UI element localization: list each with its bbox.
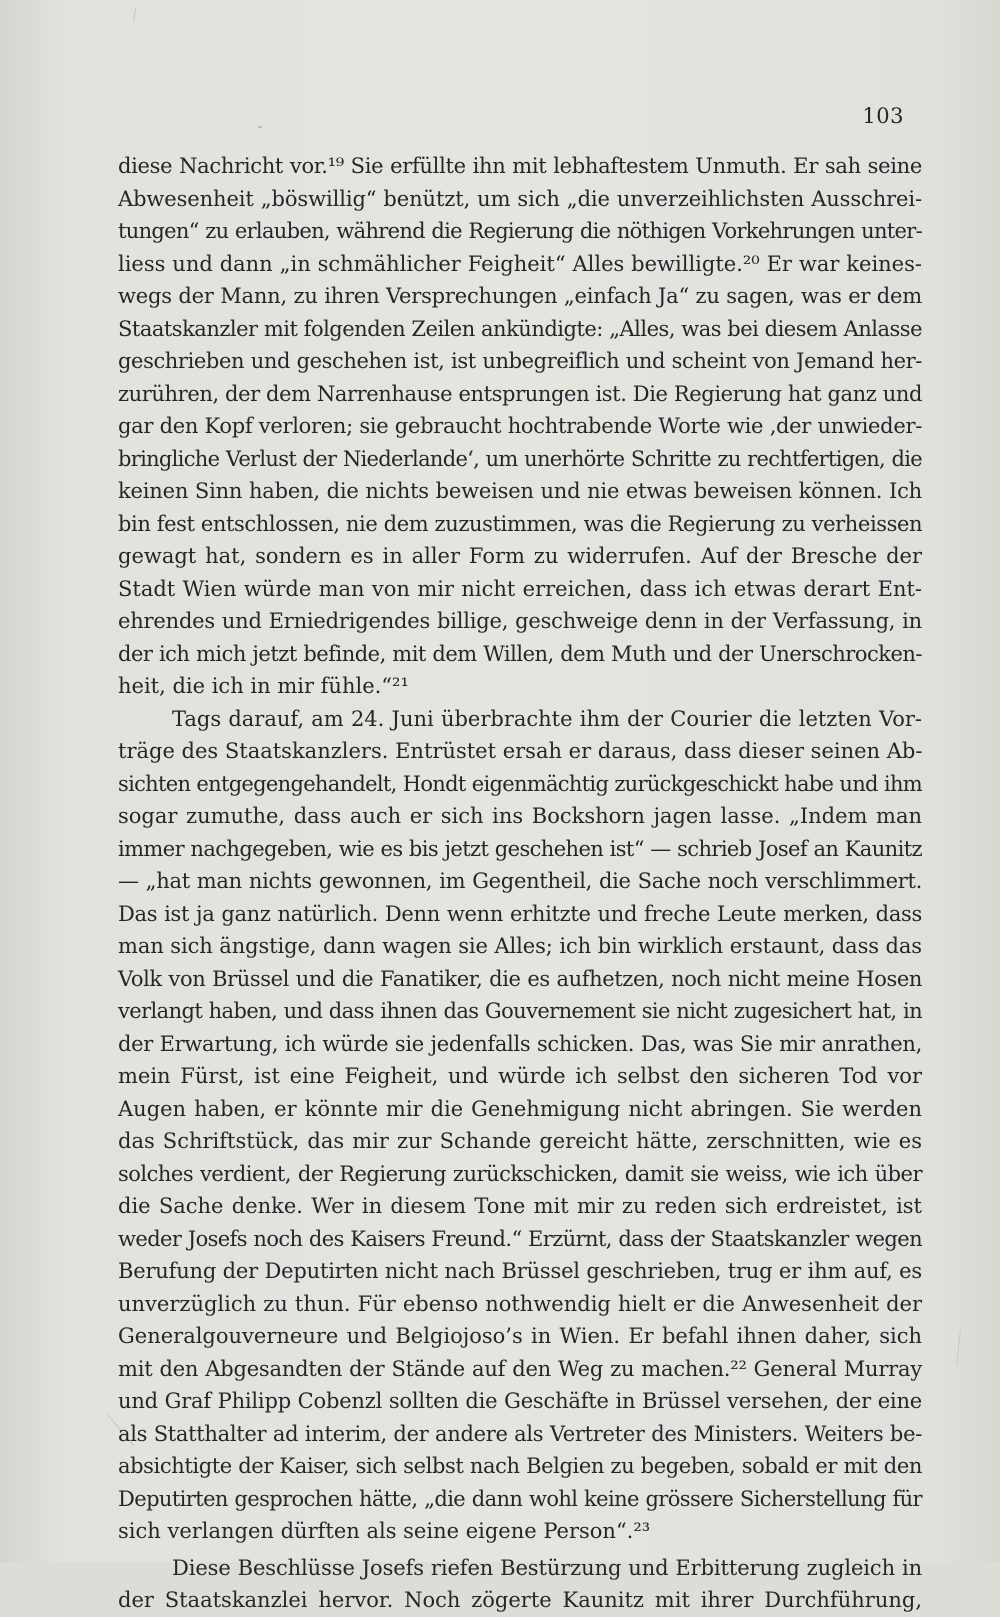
text-line: der Erwartung, ich würde sie jedenfalls schicken. Das, was Sie mir anrathen, — [118, 1031, 922, 1056]
scan-mark — [956, 1330, 961, 1366]
text-line: man sich ängstige, dann wagen sie Alles; ich bin wirklich erstaunt, dass das — [118, 934, 922, 958]
text-line: ehrendes und Erniedrigendes billige, geschweige denn in der Verfassung, in — [118, 609, 922, 633]
text-line: träge des Staatskanzlers. Entrüstet ersah er daraus, dass dieser seinen Ab- — [118, 739, 923, 763]
text-line: absichtigte der Kaiser, sich selbst nach Belgien zu begeben, sobald er mit den — [118, 1454, 922, 1478]
body-text — [118, 150, 922, 1617]
scan-mark — [133, 8, 136, 22]
text-line: keinen Sinn haben, die nichts beweisen und nie etwas beweisen können. Ich — [118, 479, 922, 503]
text-line: heit, die ich in mir fühle.“²¹ — [118, 674, 409, 698]
text-line: weder Josefs noch des Kaisers Freund.“ Erzürnt, dass der Staatskanzler wegen — [118, 1226, 922, 1251]
text-line: und Graf Philipp Cobenzl sollten die Geschäfte in Brüssel versehen, der eine — [118, 1389, 922, 1413]
text-line: mit den Abgesandten der Stände auf den Weg zu machen.²² General Murray — [118, 1356, 922, 1381]
text-line: als Statthalter ad interim, der andere als Vertreter des Ministers. Weiters be- — [118, 1421, 922, 1446]
text-line: Das ist ja ganz natürlich. Denn wenn erhitzte und freche Leute merken, dass — [118, 901, 922, 926]
text-line: das Schriftstück, das mir zur Schande gereicht hätte, zerschnitten, wie es — [118, 1129, 922, 1153]
text-line: unverzüglich zu thun. Für ebenso nothwendig hielt er die Anwesenheit der — [118, 1291, 922, 1316]
text-line: Abwesenheit „böswillig“ benützt, um sich „die unverzeihlichsten Ausschrei- — [118, 186, 922, 211]
text-line: Staatskanzler mit folgenden Zeilen ankündigte: „Alles, was bei diesem Anlasse — [118, 316, 922, 341]
text-line: bin fest entschlossen, nie dem zuzustimmen, was die Regierung zu verheissen — [118, 511, 923, 536]
text-line: Tags darauf, am 24. Juni überbrachte ihm der Courier die letzten Vor- — [172, 706, 922, 731]
text-line: sogar zumuthe, dass auch er sich ins Bockshorn jagen lasse. „Indem man — [118, 804, 922, 828]
text-line: — „hat man nichts gewonnen, im Gegentheil, die Sache noch verschlimmert. — [118, 869, 922, 893]
text-line: bringliche Verlust der Niederlande‘, um unerhörte Schritte zu rechtfertigen, die — [118, 446, 922, 471]
text-line: zurühren, der dem Narrenhause entsprungen ist. Die Regierung hat ganz und — [118, 381, 922, 406]
text-line: die Sache denke. Wer in diesem Tone mit mir zu reden sich erdreistet, ist — [118, 1194, 922, 1218]
text-line: Volk von Brüssel und die Fanatiker, die es aufhetzen, noch nicht meine Hosen — [118, 966, 922, 991]
text-line: sichten entgegengehandelt, Hondt eigenmächtig zurückgeschickt habe und ihm — [118, 771, 922, 796]
text-line: mein Fürst, ist eine Feigheit, und würde ich selbst den sicheren Tod vor — [118, 1064, 922, 1088]
text-line: Diese Beschlüsse Josefs riefen Bestürzung und Erbitterung zugleich in — [172, 1555, 922, 1580]
text-line: diese Nachricht vor.¹⁹ Sie erfüllte ihn mit lebhaftestem Unmuth. Er sah seine — [118, 154, 922, 178]
text-line: solches verdient, der Regierung zurückschicken, damit sie weiss, wie ich über — [118, 1161, 922, 1186]
text-line: Stadt Wien würde man von mir nicht erreichen, dass ich etwas derart Ent- — [118, 576, 922, 601]
text-line: Augen haben, er könnte mir die Genehmigung nicht abringen. Sie werden — [118, 1096, 922, 1121]
text-line: Berufung der Deputirten nicht nach Brüssel geschrieben, trug er ihm auf, es — [118, 1259, 922, 1283]
text-line: geschrieben und geschehen ist, ist unbegreiflich und scheint von Jemand her- — [118, 349, 922, 373]
text-line: Deputirten gesprochen hätte, „die dann wohl keine grössere Sicherstellung für — [118, 1486, 922, 1511]
text-line: der Staatskanzlei hervor. Noch zögerte Kaunitz mit ihrer Durchführung, — [118, 1588, 922, 1612]
text-line: liess und dann „in schmählicher Feigheit“ Alles bewilligte.²⁰ Er war keines- — [118, 251, 922, 276]
text-line: tungen“ zu erlauben, während die Regierung die nöthigen Vorkehrungen unter- — [118, 219, 922, 243]
text-line: sich verlangen dürften als seine eigene Person“.²³ — [118, 1519, 651, 1543]
paragraph — [118, 703, 922, 1548]
scan-mark — [258, 126, 262, 128]
paragraph — [118, 1552, 922, 1617]
text-line: gewagt hat, sondern es in aller Form zu widerrufen. Auf der Bresche der — [118, 544, 922, 568]
text-line: Generalgouverneure und Belgiojoso’s in Wien. Er befahl ihnen daher, sich — [118, 1324, 922, 1348]
text-line: der ich mich jetzt befinde, mit dem Willen, dem Muth und der Unerschrocken- — [118, 641, 922, 666]
text-line: verlangt haben, und dass ihnen das Gouvernement sie nicht zugesichert hat, in — [118, 999, 922, 1023]
page-number: 103 — [862, 104, 904, 128]
text-line: wegs der Mann, zu ihren Versprechungen „einfach Ja“ zu sagen, was er dem — [118, 284, 922, 308]
text-line: immer nachgegeben, wie es bis jetzt geschehen ist“ — schrieb Josef an Kaunitz — [118, 836, 922, 861]
text-line: gar den Kopf verloren; sie gebraucht hochtrabende Worte wie ‚der unwieder- — [118, 414, 922, 438]
paragraph — [118, 150, 922, 703]
